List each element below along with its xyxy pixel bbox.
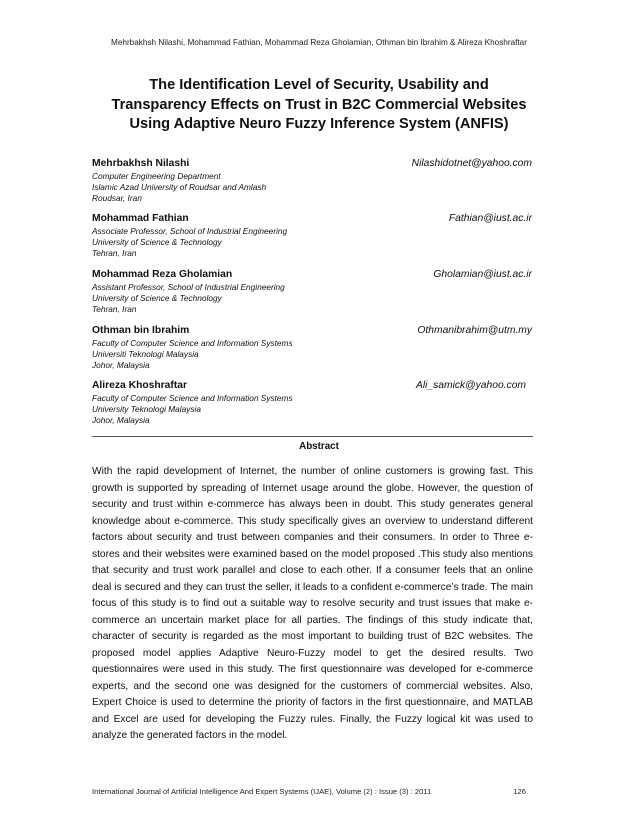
affiliation-line: Roudsar, Iran — [92, 193, 142, 203]
affiliation-line: Islamic Azad University of Roudsar and Amlash — [92, 182, 267, 192]
author-block — [92, 379, 532, 426]
affiliation-line: Faculty of Computer Science and Information Systems — [92, 393, 293, 403]
affiliation-line: University of Science & Technology — [92, 293, 222, 303]
paper-title — [60, 76, 578, 135]
page-footer — [92, 787, 526, 796]
title-line: Using Adaptive Neuro Fuzzy Inference System (ANFIS) — [129, 116, 509, 133]
affiliation-line: Faculty of Computer Science and Information Systems — [92, 338, 293, 348]
affiliation-line: Tehran, Iran — [92, 248, 137, 258]
affiliation-line: Johor, Malaysia — [92, 360, 150, 370]
abstract-text: With the rapid development of Internet, the number of online customers is growing fast. This growth is supported by spreading of Internet usage around the globe. However, the question of security and trust within e-commerce has always been in doubt. This study generates general knowledge about e-commerce. This study specifically gives an overview to understand different factors about security and trust between companies and their consumers. In order to Three e-stores and their websites were examined based on the model proposed .This study also mentions that security and trust work parallel and close to each other. If a consumer feels that an online deal is secured and they can trust the seller, it leads to a confident e-commerce’s trade. The main focus of this study is to find out a suitable way to resolve security and trust issues that make e-commerce an uncertain market place for all parties. The findings of this study indicate that, character of security is regarded as the most important to building trust of B2C websites. The proposed model applies Adaptive Neuro-Fuzzy model to get the desired results. Two questionnaires were used in this study. The first questionnaire was developed for e-commerce experts, and the second one was designed for the customers of commercial websites. Also, Expert Choice is used to determine the priority of factors in the first questionnaire, and MATLAB and Excel are used for developing the Fuzzy rules. Finally, the Fuzzy logical kit was used to analyze the generated factors in the model. — [92, 466, 533, 741]
author-name: Mohammad Fathian — [92, 213, 189, 224]
affiliation-line: Associate Professor, School of Industrial Engineering — [92, 226, 288, 236]
affiliation-line: University of Science & Technology — [92, 237, 222, 247]
affiliation-line: Johor, Malaysia — [92, 415, 150, 425]
page-number: 126 — [513, 787, 526, 796]
section-divider — [92, 436, 533, 437]
author-email: Nilashidotnet@yahoo.com — [411, 158, 532, 169]
title-line: The Identification Level of Security, Usability and — [149, 77, 489, 93]
author-block — [92, 157, 532, 204]
author-name: Mohammad Reza Gholamian — [92, 269, 233, 280]
affiliation-line: Assistant Professor, School of Industrial Engineering — [92, 282, 285, 292]
running-header: Mehrbakhsh Nilashi, Mohammad Fathian, Mohammad Reza Gholamian, Othman bin Ibrahim & Alireza Khoshraftar — [111, 38, 527, 47]
abstract-heading: Abstract — [299, 441, 339, 452]
author-name: Othman bin Ibrahim — [92, 325, 190, 336]
author-name: Mehrbakhsh Nilashi — [92, 158, 190, 169]
author-block — [92, 324, 532, 371]
author-block — [92, 268, 532, 315]
author-block — [92, 212, 532, 259]
title-line: Transparency Effects on Trust in B2C Commercial Websites — [111, 96, 527, 113]
author-name: Alireza Khoshraftar — [92, 380, 187, 391]
author-email: Gholamian@iust.ac.ir — [433, 269, 532, 280]
author-email: Ali_samick@yahoo.com — [415, 380, 526, 391]
affiliation-line: Computer Engineering Department — [92, 171, 221, 181]
journal-citation: International Journal of Artificial Intelligence And Expert Systems (IJAE), Volume (2) : Issue (3) : 2011 — [92, 787, 432, 796]
affiliation-line: University Teknologi Malaysia — [92, 404, 201, 414]
affiliation-line: Universiti Teknologi Malaysia — [92, 349, 199, 359]
author-email: Fathian@iust.ac.ir — [448, 213, 532, 224]
author-email: Othmanibrahim@utm.my — [417, 325, 532, 336]
affiliation-line: Tehran, Iran — [92, 304, 137, 314]
